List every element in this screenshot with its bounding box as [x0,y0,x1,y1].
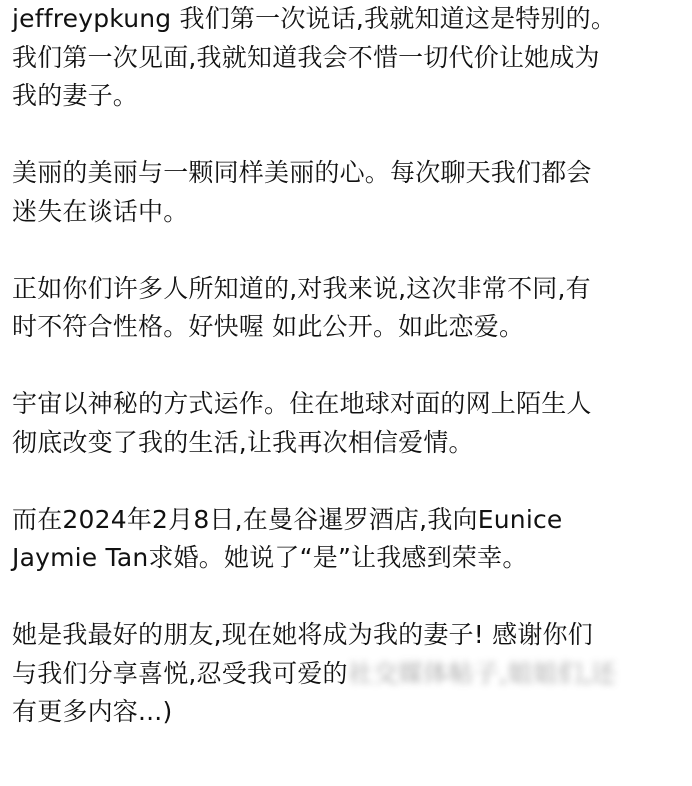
caption-paragraph-5 [12,501,684,578]
caption-paragraph-1 [12,0,684,116]
caption-paragraph-2 [12,154,684,231]
caption-line: 她是我最好的朋友,现在她将成为我的妻子! 感谢你们 [12,620,593,649]
caption-paragraph-4 [12,385,684,462]
caption-line: 我们第一次见面,我就知道我会不惜一切代价让她成为 [12,42,600,72]
caption-line: Jaymie Tan求婚。她说了“是”让我感到荣幸。 [12,543,528,572]
caption-text: 我们第一次说话,我就知道这是特别的。 [179,4,617,33]
caption-line: 我的妻子。 [12,81,139,110]
caption-line: 有更多内容...) [12,697,173,726]
paragraph-gap [12,231,684,270]
paragraph-gap [12,578,684,617]
caption-line: 正如你们许多人所知道的,对我来说,这次非常不同,有 [12,273,591,303]
username-link[interactable]: jeffreypkung [12,4,172,33]
caption-line: 彻底改变了我的生活,让我再次相信爱情。 [12,427,474,457]
caption-line: 时不符合性格。好快喔 如此公开。如此恋爱。 [12,312,525,341]
caption-line: 宇宙以神秘的方式运作。住在地球对面的网上陌生人 [12,389,592,418]
blurred-text: 社交媒体帖子,姐姐们,还 [347,658,617,688]
caption-paragraph-6 [12,616,684,732]
post-caption [12,0,684,732]
caption-line: 迷失在谈话中。 [12,196,189,226]
paragraph-gap [12,462,684,501]
paragraph-gap [12,116,684,155]
paragraph-gap [12,347,684,386]
caption-text: 与我们分享喜悦,忍受我可爱的 [12,658,348,688]
caption-paragraph-3 [12,270,684,347]
caption-line: 美丽的美丽与一颗同样美丽的心。每次聊天我们都会 [12,158,592,187]
caption-line [12,655,684,694]
caption-line: 而在2024年2月8日,在曼谷暹罗酒店,我向Eunice [12,504,563,534]
caption-line [12,0,684,39]
